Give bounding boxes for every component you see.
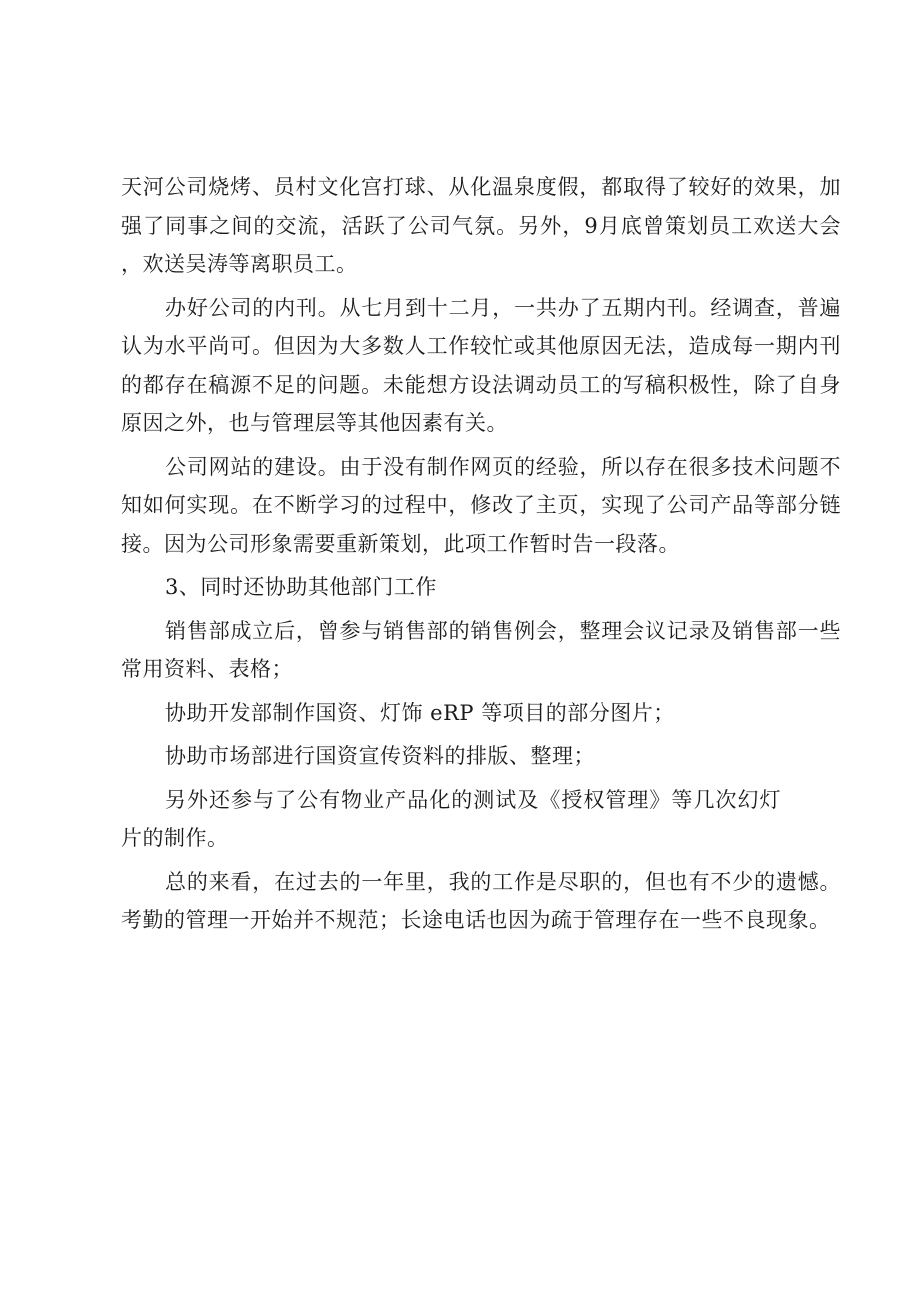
section-heading-assist-departments: 3、同时还协助其他部门工作 [165, 575, 437, 599]
paragraph-summary: 总的来看，在过去的一年里，我的工作是尽职的，但也有不少的遗憾。考勤的管理一开始并不规范；长途电话也因为疏于管理存在一些不良现象。 [121, 869, 841, 932]
paragraph-marketing-department: 协助市场部进行国资宣传资料的排版、整理； [165, 744, 595, 768]
paragraph-website: 公司网站的建设。由于没有制作网页的经验，所以存在很多技术问题不知如何实现。在不断学习的过程中，修改了主页，实现了公司产品等部分链接。因为公司形象需要重新策划，此项工作暂时告一段落。 [121, 454, 841, 556]
paragraph-internal-magazine: 办好公司的内刊。从七月到十二月，一共办了五期内刊。经调查，普遍认为水平尚可。但因为大多数人工作较忙或其他原因无法，造成每一期内刊的都存在稿源不足的问题。未能想方设法调动员工的写稿积极性，除了自身原因之外，也与管理层等其他因素有关。 [121, 295, 841, 435]
paragraph-other-tasks: 另外还参与了公有物业产品化的测试及《授权管理》等几次幻灯片的制作。 [121, 787, 781, 850]
document-body [121, 168, 841, 945]
paragraph-dev-department: 协助开发部制作国资、灯饰 eRP 等项目的部分图片； [165, 700, 675, 725]
paragraph-activities-continued: 天河公司烧烤、员村文化宫打球、从化温泉度假，都取得了较好的效果，加强了同事之间的交流，活跃了公司气氛。另外，9月底曾策划员工欢送大会，欢送吴涛等离职员工。 [121, 175, 841, 276]
paragraph-sales-department: 销售部成立后，曾参与销售部的销售例会，整理会议记录及销售部一些常用资料、表格； [121, 618, 841, 681]
